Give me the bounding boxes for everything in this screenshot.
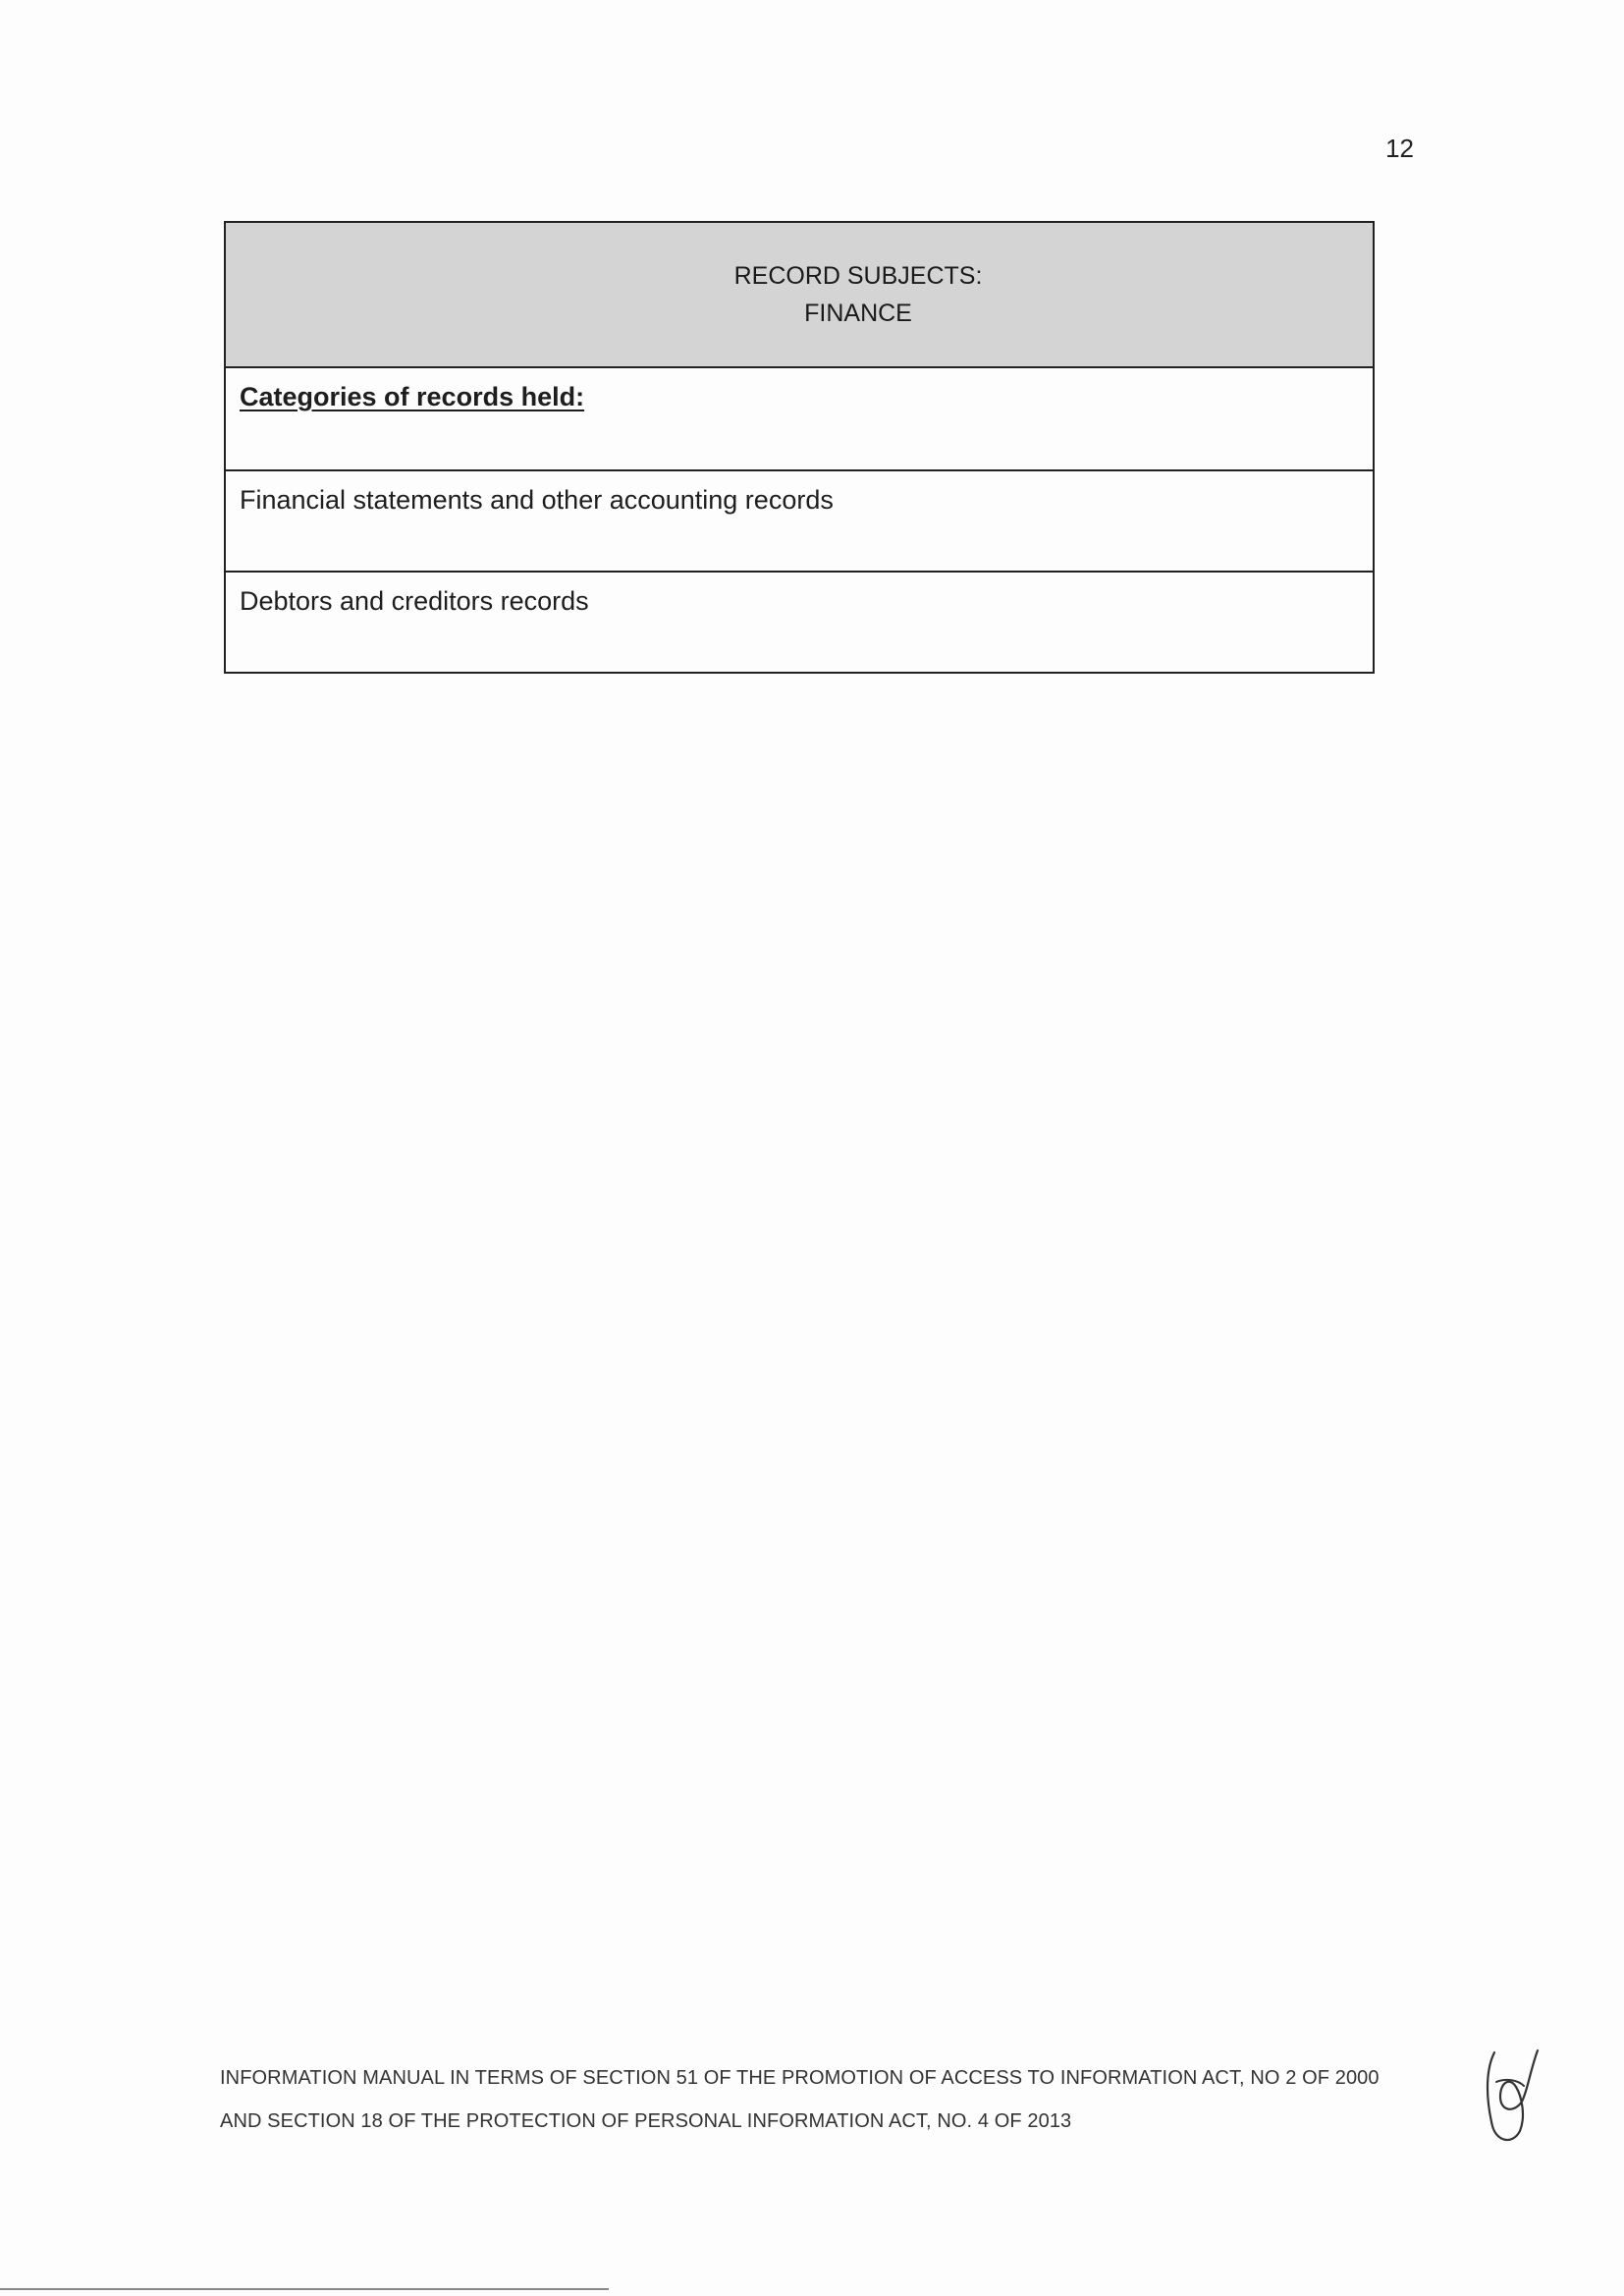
scan-edge-line: [0, 2288, 609, 2290]
table-header-subject: FINANCE: [804, 300, 912, 327]
page-number: 12: [1385, 134, 1414, 163]
categories-label: Categories of records held:: [240, 382, 585, 411]
record-category: Debtors and creditors records: [240, 586, 589, 616]
footer: [220, 2056, 1398, 2143]
table-row: [226, 469, 1373, 571]
handwritten-initials: [1473, 2043, 1542, 2151]
footer-line-1: INFORMATION MANUAL IN TERMS OF SECTION 51 OF THE PROMOTION OF ACCESS TO INFORMATION ACT, NO 2 OF 2000: [220, 2067, 1380, 2089]
table-row: [226, 571, 1373, 672]
record-subjects-table: [224, 221, 1375, 674]
table-header-title: RECORD SUBJECTS:: [733, 262, 983, 290]
table-header: [226, 223, 1373, 368]
footer-line-2: AND SECTION 18 OF THE PROTECTION OF PERSONAL INFORMATION ACT, NO. 4 OF 2013: [220, 2110, 1072, 2132]
categories-row: [226, 368, 1373, 469]
record-category: Financial statements and other accounting records: [240, 485, 834, 515]
